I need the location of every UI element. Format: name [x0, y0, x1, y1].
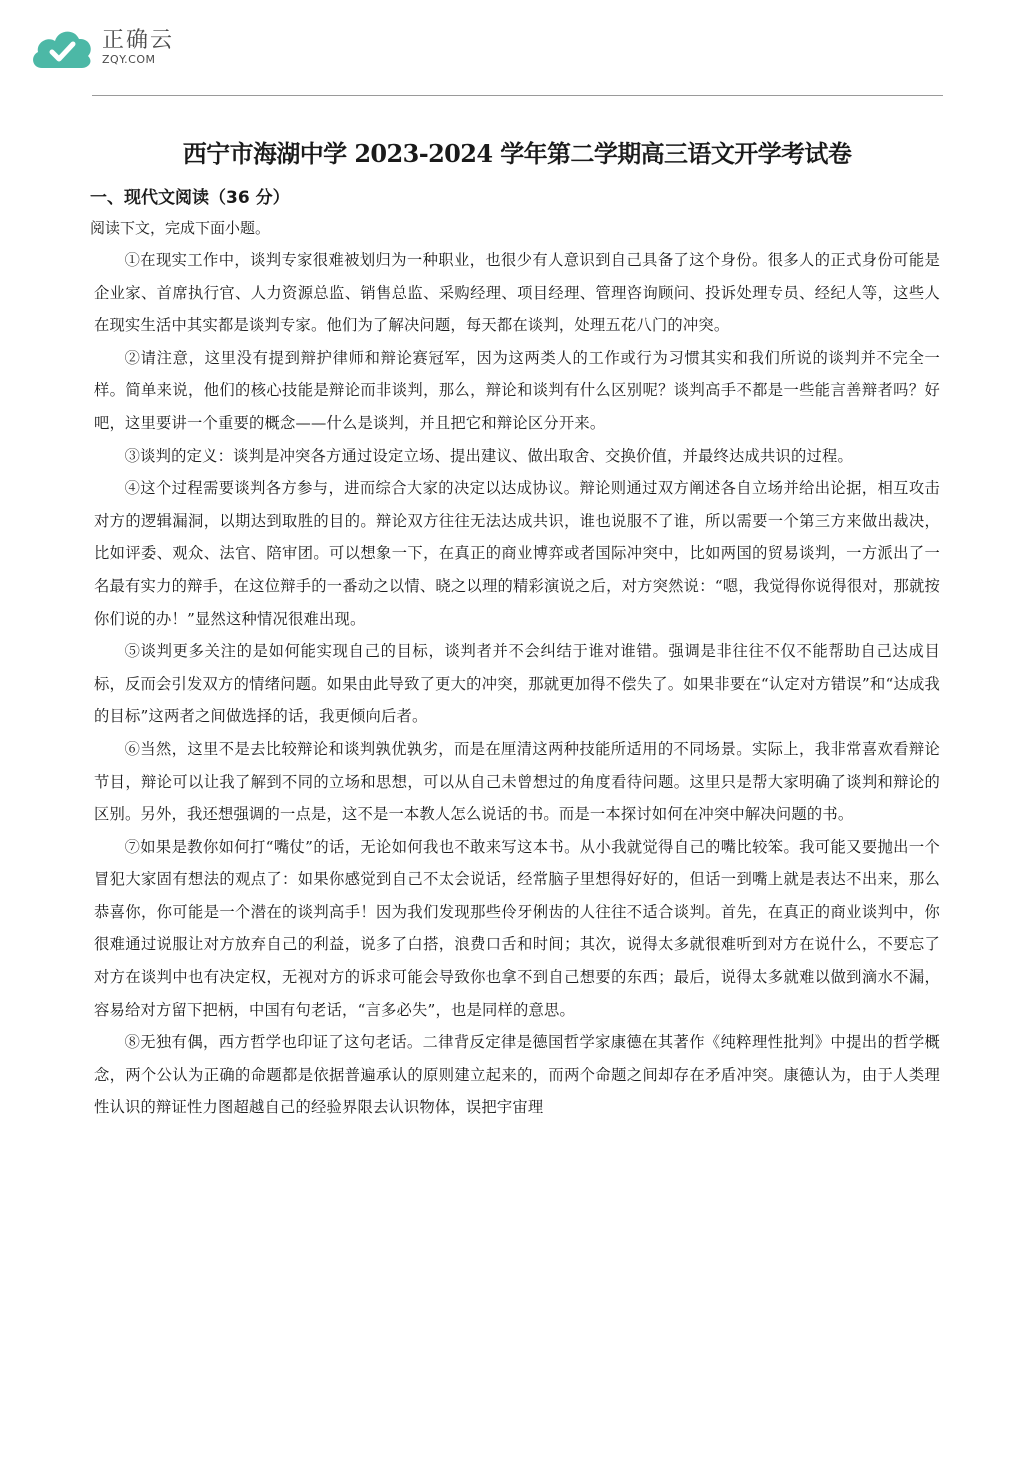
exam-title: 西宁市海湖中学 2023-2024 学年第二学期高三语文开学考试卷 [182, 139, 852, 168]
paragraph-2: ②请注意，这里没有提到辩护律师和辩论赛冠军，因为这两类人的工作或行为习惯其实和我们所说的谈判并不完全一样。简单来说，他们的核心技能是辩论而非谈判，那么，辩论和谈判有什么区别呢？谈判高手不都是一些能言善辩者吗？好吧，这里要讲一个重要的概念——什么是谈判，并且把它和辩论区分开来。 [94, 348, 940, 432]
paragraph-3: ③谈判的定义：谈判是冲突各方通过设定立场、提出建议、做出取舍、交换价值，并最终达成共识的过程。 [124, 446, 853, 465]
paragraph-7: ⑦如果是教你如何打“嘴仗”的话，无论如何我也不敢来写这本书。从小我就觉得自己的嘴比较笨。我可能又要抛出一个冒犯大家固有想法的观点了：如果你感觉到自己不太会说话，经常脑子里想得好好的，但话一到嘴上就是表达不出来，那么恭喜你，你可能是一个潜在的谈判高手！因为我们发现那些伶牙俐齿的人往往不适合谈判。首先，在真正的商业谈判中，你很难通过说服让对方放弃自己的利益，说多了白搭，浪费口舌和时间；其次，说得太多就很难听到对方在说什么，不要忘了对方在谈判中也有决定权，无视对方的诉求可能会导致你也拿不到自己想要的东西；最后，说得太多就难以做到滴水不漏，容易给对方留下把柄，中国有句老话，“言多必失”，也是同样的意思。 [94, 837, 940, 1019]
section-heading: 一、现代文阅读（36 分） [90, 188, 290, 208]
site-header [28, 18, 174, 78]
paragraph-4: ④这个过程需要谈判各方参与，进而综合大家的决定以达成协议。辩论则通过双方阐述各自立场并给出论据，相互攻击对方的逻辑漏洞，以期达到取胜的目的。辩论双方往往无法达成共识，谁也说服不了谁，所以需要一个第三方来做出裁决，比如评委、观众、法官、陪审团。可以想象一下，在真正的商业博弈或者国际冲突中，比如两国的贸易谈判，一方派出了一名最有实力的辩手，在这位辩手的一番动之以情、晓之以理的精彩演说之后，对方突然说：“嗯，我觉得你说得很对，那就按你们说的办！”显然这种情况很难出现。 [94, 479, 940, 628]
document-body [90, 134, 940, 1124]
header-divider [92, 95, 943, 96]
paragraph-5: ⑤谈判更多关注的是如何能实现自己的目标，谈判者并不会纠结于谁对谁错。强调是非往往不仅不能帮助自己达成目标，反而会引发双方的情绪问题。如果由此导致了更大的冲突，那就更加得不偿失了。如果非要在“认定对方错误”和“达成我的目标”这两者之间做选择的话，我更倾向后者。 [94, 642, 940, 726]
logo-chinese-name: 正确云 [102, 28, 175, 53]
cloud-check-icon [28, 20, 96, 76]
paragraph-6: ⑥当然，这里不是去比较辩论和谈判孰优孰劣，而是在厘清这两种技能所适用的不同场景。实际上，我非常喜欢看辩论节目，辩论可以让我了解到不同的立场和思想，可以从自己未曾想过的角度看待问题。这里只是帮大家明确了谈判和辩论的区别。另外，我还想强调的一点是，这不是一本教人怎么说话的书。而是一本探讨如何在冲突中解决问题的书。 [94, 739, 940, 824]
paragraph-1: ①在现实工作中，谈判专家很难被划归为一种职业，也很少有人意识到自己具备了这个身份。很多人的正式身份可能是企业家、首席执行官、人力资源总监、销售总监、采购经理、项目经理、管理咨询顾问、投诉处理专员、经纪人等，这些人在现实生活中其实都是谈判专家。他们为了解决问题，每天都在谈判，处理五花八门的冲突。 [94, 251, 940, 335]
reading-instruction: 阅读下文，完成下面小题。 [90, 219, 271, 237]
logo-text [102, 29, 174, 67]
paragraph-8: ⑧无独有偶，西方哲学也印证了这句老话。二律背反定律是德国哲学家康德在其著作《纯粹理性批判》中提出的哲学概念，两个公认为正确的命题都是依据普遍承认的原则建立起来的，而两个命题之间却存在矛盾冲突。康德认为，由于人类理性认识的辩证性力图超越自己的经验界限去认识物体，误把宇宙理 [94, 1033, 940, 1117]
logo-domain: ZQY.COM [102, 53, 156, 66]
